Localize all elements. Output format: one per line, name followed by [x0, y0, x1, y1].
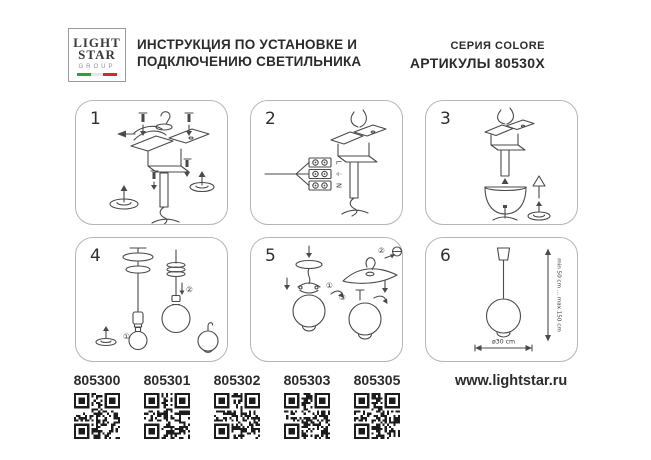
step-1-drawing [76, 101, 227, 224]
product-805305 [348, 372, 406, 444]
page-title [137, 37, 397, 70]
series-label: СЕРИЯ COLORE [450, 40, 545, 52]
article-number: 805300 [73, 372, 121, 388]
qr-code [144, 393, 190, 439]
product-805300 [68, 372, 126, 444]
article-number: 805302 [213, 372, 261, 388]
step-3-drawing [426, 101, 577, 224]
step-number: 2 [265, 109, 276, 129]
articles-label: АРТИКУЛЫ 80530X [409, 55, 545, 71]
logo-word-group: GROUP [78, 63, 116, 70]
instruction-step-1 [75, 100, 228, 225]
step-5-mark-1: ① [326, 281, 333, 290]
step-4-mark-2: ② [186, 285, 193, 294]
step-number: 1 [90, 109, 101, 129]
italian-flag-bar [77, 73, 117, 76]
instruction-step-2 [250, 100, 403, 225]
article-number: 805305 [353, 372, 401, 388]
step-4-mark-1: ① [123, 332, 130, 341]
instruction-step-3 [425, 100, 578, 225]
step-number: 3 [440, 109, 451, 129]
step-number: 5 [265, 246, 276, 266]
instruction-step-5 [250, 237, 403, 362]
website-url: www.lightstar.ru [455, 373, 568, 389]
terminal-label-l: L [334, 160, 343, 165]
logo-word-light: LIGHT [73, 34, 121, 50]
instruction-step-6 [425, 237, 578, 362]
step-2-drawing [251, 101, 402, 224]
qr-code [354, 393, 400, 439]
article-number: 805303 [283, 372, 331, 388]
step-4-drawing [76, 238, 227, 361]
step-number: 4 [90, 246, 101, 266]
product-805303 [278, 372, 336, 444]
terminal-label-n: N [334, 182, 343, 189]
qr-code [284, 393, 330, 439]
step-5-mark-2: ② [378, 246, 385, 255]
diameter-dimension-label: ø30 cm [491, 338, 516, 346]
product-805301 [138, 372, 196, 444]
step-6-drawing [426, 238, 577, 361]
qr-code [74, 393, 120, 439]
step-5-mark-3: ③ [339, 293, 346, 302]
logo-word-star: STAR [78, 46, 116, 62]
height-dimension-label: min 50 cm ... max 150 cm [555, 258, 562, 332]
article-number: 805301 [143, 372, 191, 388]
step-number: 6 [440, 246, 451, 266]
instruction-step-4 [75, 237, 228, 362]
product-805302 [208, 372, 266, 444]
title-line-2: ПОДКЛЮЧЕНИЮ СВЕТИЛЬНИКА [137, 53, 362, 69]
step-5-drawing [251, 238, 402, 361]
qr-code [214, 393, 260, 439]
title-line-1: ИНСТРУКЦИЯ ПО УСТАНОВКЕ И [137, 37, 358, 52]
lightstar-logo [68, 28, 126, 82]
terminal-label-earth: ⏚ [334, 170, 343, 178]
